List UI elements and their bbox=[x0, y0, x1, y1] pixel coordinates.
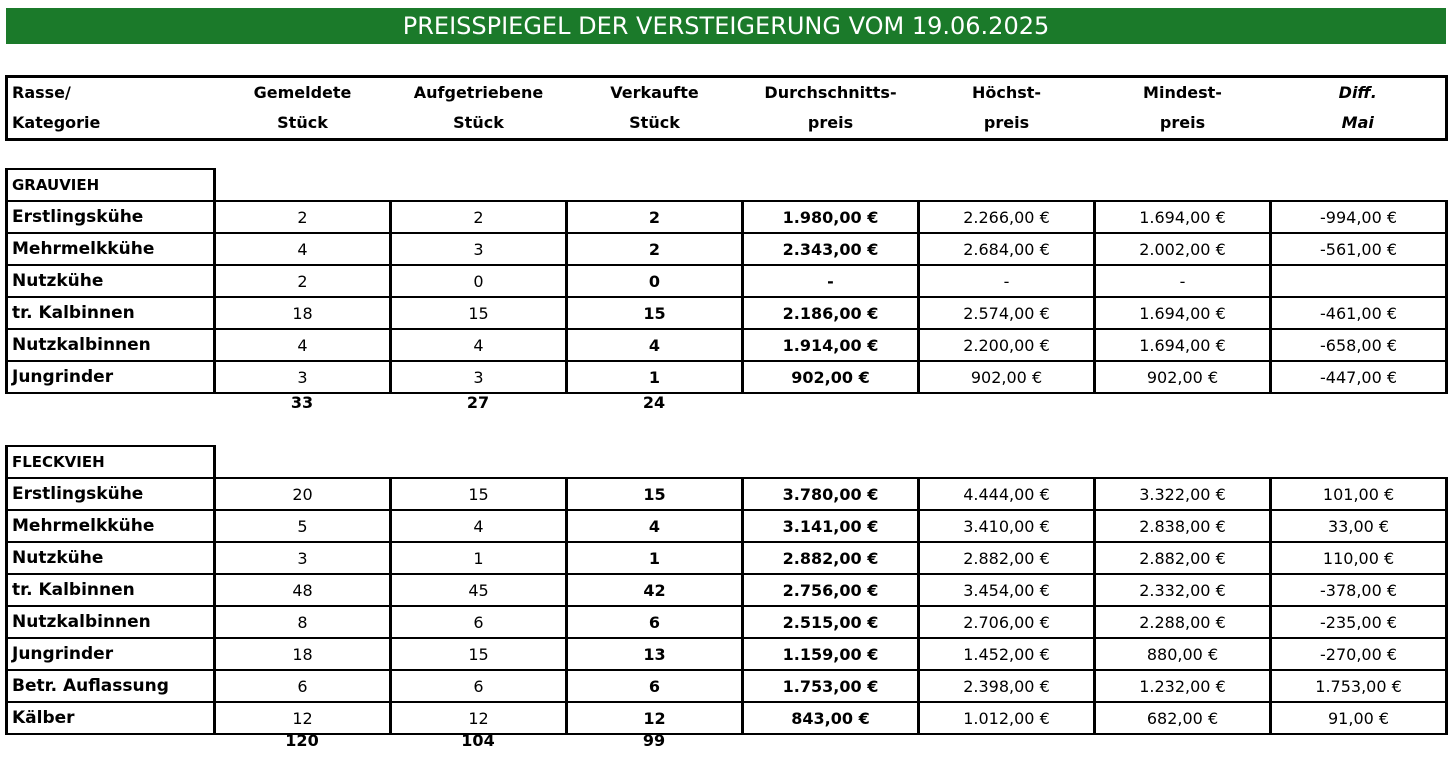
table-row bbox=[7, 542, 1447, 574]
cell-gemeldete: 18 bbox=[215, 638, 391, 670]
cell-gemeldete: 2 bbox=[215, 265, 391, 297]
cell-diff-mai: 101,00 € bbox=[1271, 478, 1447, 510]
header-rasse-kategorie: Rasse/ Kategorie bbox=[12, 83, 101, 132]
table-row bbox=[7, 297, 1447, 329]
cell-mindestpreis: 2.002,00 € bbox=[1095, 233, 1271, 265]
cell-gemeldete: 8 bbox=[215, 606, 391, 638]
cell-category: Nutzkalbinnen bbox=[7, 606, 215, 638]
cell-mindestpreis: 902,00 € bbox=[1095, 361, 1271, 393]
cell-category: tr. Kalbinnen bbox=[7, 574, 215, 606]
cell-mindestpreis: 2.882,00 € bbox=[1095, 542, 1271, 574]
cell-durchschnittspreis: 3.141,00 € bbox=[743, 510, 919, 542]
cell-mindestpreis: - bbox=[1095, 265, 1271, 297]
cell-durchschnittspreis: 2.343,00 € bbox=[743, 233, 919, 265]
cell-durchschnittspreis: 902,00 € bbox=[743, 361, 919, 393]
section-title: FLECKVIEH bbox=[7, 446, 215, 478]
cell-aufgetriebene: 15 bbox=[391, 297, 567, 329]
cell-durchschnittspreis: 3.780,00 € bbox=[743, 478, 919, 510]
table-row bbox=[7, 702, 1447, 734]
cell-mindestpreis: 682,00 € bbox=[1095, 702, 1271, 734]
section-title-row bbox=[7, 169, 1447, 201]
cell-gemeldete: 2 bbox=[215, 201, 391, 233]
section-title-spacer bbox=[215, 446, 1447, 478]
table-row bbox=[7, 606, 1447, 638]
cell-durchschnittspreis: 1.980,00 € bbox=[743, 201, 919, 233]
cell-hoechstpreis: 3.410,00 € bbox=[919, 510, 1095, 542]
cell-mindestpreis: 3.322,00 € bbox=[1095, 478, 1271, 510]
cell-verkaufte: 2 bbox=[567, 201, 743, 233]
cell-hoechstpreis: 2.684,00 € bbox=[919, 233, 1095, 265]
cell-category: Erstlingskühe bbox=[7, 201, 215, 233]
cell-diff-mai: -235,00 € bbox=[1271, 606, 1447, 638]
cell-gemeldete: 3 bbox=[215, 361, 391, 393]
cell-gemeldete: 4 bbox=[215, 329, 391, 361]
cell-gemeldete: 6 bbox=[215, 670, 391, 702]
cell-category: tr. Kalbinnen bbox=[7, 297, 215, 329]
cell-diff-mai: -658,00 € bbox=[1271, 329, 1447, 361]
cell-gemeldete: 5 bbox=[215, 510, 391, 542]
cell-verkaufte: 1 bbox=[567, 361, 743, 393]
cell-aufgetriebene: 3 bbox=[391, 361, 567, 393]
table-row bbox=[7, 510, 1447, 542]
cell-hoechstpreis: 3.454,00 € bbox=[919, 574, 1095, 606]
cell-durchschnittspreis: 2.882,00 € bbox=[743, 542, 919, 574]
cell-aufgetriebene: 15 bbox=[391, 478, 567, 510]
cell-mindestpreis: 2.288,00 € bbox=[1095, 606, 1271, 638]
cell-hoechstpreis: 902,00 € bbox=[919, 361, 1095, 393]
cell-gemeldete: 18 bbox=[215, 297, 391, 329]
section-title: GRAUVIEH bbox=[7, 169, 215, 201]
table-row bbox=[7, 233, 1447, 265]
table-row bbox=[7, 329, 1447, 361]
cell-aufgetriebene: 1 bbox=[391, 542, 567, 574]
cell-verkaufte: 15 bbox=[567, 297, 743, 329]
grauvieh-table bbox=[5, 168, 1448, 394]
cell-hoechstpreis: 4.444,00 € bbox=[919, 478, 1095, 510]
fleckvieh-total-aufgetrieben: 104 bbox=[461, 731, 495, 750]
cell-durchschnittspreis: 2.186,00 € bbox=[743, 297, 919, 329]
cell-hoechstpreis: 1.452,00 € bbox=[919, 638, 1095, 670]
cell-diff-mai bbox=[1271, 265, 1447, 297]
cell-aufgetriebene: 45 bbox=[391, 574, 567, 606]
cell-diff-mai: -461,00 € bbox=[1271, 297, 1447, 329]
cell-mindestpreis: 1.694,00 € bbox=[1095, 201, 1271, 233]
cell-diff-mai: 91,00 € bbox=[1271, 702, 1447, 734]
section-title-row bbox=[7, 446, 1447, 478]
cell-verkaufte: 6 bbox=[567, 670, 743, 702]
cell-verkaufte: 0 bbox=[567, 265, 743, 297]
cell-aufgetriebene: 6 bbox=[391, 670, 567, 702]
header-mindestpreis: Mindest- preis bbox=[1143, 83, 1222, 132]
cell-aufgetriebene: 4 bbox=[391, 510, 567, 542]
table-row bbox=[7, 265, 1447, 297]
cell-verkaufte: 4 bbox=[567, 329, 743, 361]
cell-diff-mai: -561,00 € bbox=[1271, 233, 1447, 265]
cell-diff-mai: 110,00 € bbox=[1271, 542, 1447, 574]
grauvieh-total-aufgetrieben: 27 bbox=[466, 393, 490, 412]
cell-category: Mehrmelkkühe bbox=[7, 510, 215, 542]
cell-verkaufte: 6 bbox=[567, 606, 743, 638]
cell-durchschnittspreis: 1.159,00 € bbox=[743, 638, 919, 670]
cell-gemeldete: 4 bbox=[215, 233, 391, 265]
cell-category: Nutzkühe bbox=[7, 542, 215, 574]
cell-durchschnittspreis: 2.756,00 € bbox=[743, 574, 919, 606]
cell-aufgetriebene: 4 bbox=[391, 329, 567, 361]
cell-verkaufte: 15 bbox=[567, 478, 743, 510]
cell-hoechstpreis: 2.882,00 € bbox=[919, 542, 1095, 574]
cell-hoechstpreis: 2.398,00 € bbox=[919, 670, 1095, 702]
cell-hoechstpreis: 1.012,00 € bbox=[919, 702, 1095, 734]
cell-category: Jungrinder bbox=[7, 361, 215, 393]
header-durchschnittspreis: Durchschnitts- preis bbox=[764, 83, 897, 132]
cell-diff-mai: -447,00 € bbox=[1271, 361, 1447, 393]
cell-aufgetriebene: 3 bbox=[391, 233, 567, 265]
cell-diff-mai: -378,00 € bbox=[1271, 574, 1447, 606]
header-aufgetriebene-stueck: Aufgetriebene Stück bbox=[413, 83, 544, 132]
table-row bbox=[7, 361, 1447, 393]
cell-hoechstpreis: 2.706,00 € bbox=[919, 606, 1095, 638]
cell-verkaufte: 13 bbox=[567, 638, 743, 670]
table-row bbox=[7, 638, 1447, 670]
cell-durchschnittspreis: 2.515,00 € bbox=[743, 606, 919, 638]
cell-diff-mai: -270,00 € bbox=[1271, 638, 1447, 670]
header-diff-mai: Diff. Mai bbox=[1338, 83, 1377, 132]
cell-hoechstpreis: 2.266,00 € bbox=[919, 201, 1095, 233]
cell-mindestpreis: 880,00 € bbox=[1095, 638, 1271, 670]
cell-mindestpreis: 2.332,00 € bbox=[1095, 574, 1271, 606]
cell-aufgetriebene: 6 bbox=[391, 606, 567, 638]
cell-hoechstpreis: 2.200,00 € bbox=[919, 329, 1095, 361]
cell-mindestpreis: 1.232,00 € bbox=[1095, 670, 1271, 702]
cell-gemeldete: 3 bbox=[215, 542, 391, 574]
cell-verkaufte: 42 bbox=[567, 574, 743, 606]
cell-aufgetriebene: 2 bbox=[391, 201, 567, 233]
cell-aufgetriebene: 12 bbox=[391, 702, 567, 734]
cell-category: Kälber bbox=[7, 702, 215, 734]
fleckvieh-total-verkauft: 99 bbox=[642, 731, 666, 750]
cell-aufgetriebene: 15 bbox=[391, 638, 567, 670]
cell-category: Nutzkühe bbox=[7, 265, 215, 297]
cell-hoechstpreis: 2.574,00 € bbox=[919, 297, 1095, 329]
cell-durchschnittspreis: 843,00 € bbox=[743, 702, 919, 734]
column-header-table bbox=[5, 75, 1448, 141]
grauvieh-total-verkauft: 24 bbox=[642, 393, 666, 412]
cell-verkaufte: 12 bbox=[567, 702, 743, 734]
header-hoechstpreis: Höchst- preis bbox=[971, 83, 1042, 132]
cell-gemeldete: 12 bbox=[215, 702, 391, 734]
cell-category: Betr. Auflassung bbox=[7, 670, 215, 702]
table-row bbox=[7, 574, 1447, 606]
cell-mindestpreis: 1.694,00 € bbox=[1095, 329, 1271, 361]
cell-durchschnittspreis: 1.753,00 € bbox=[743, 670, 919, 702]
cell-durchschnittspreis: 1.914,00 € bbox=[743, 329, 919, 361]
page-title: PREISSPIEGEL DER VERSTEIGERUNG VOM 19.06.2025 bbox=[6, 8, 1446, 44]
cell-category: Mehrmelkkühe bbox=[7, 233, 215, 265]
cell-gemeldete: 20 bbox=[215, 478, 391, 510]
cell-category: Erstlingskühe bbox=[7, 478, 215, 510]
cell-diff-mai: -994,00 € bbox=[1271, 201, 1447, 233]
cell-aufgetriebene: 0 bbox=[391, 265, 567, 297]
cell-category: Jungrinder bbox=[7, 638, 215, 670]
cell-diff-mai: 1.753,00 € bbox=[1271, 670, 1447, 702]
header-gemeldete-stueck: Gemeldete Stück bbox=[253, 83, 352, 132]
table-row bbox=[7, 201, 1447, 233]
cell-gemeldete: 48 bbox=[215, 574, 391, 606]
cell-verkaufte: 1 bbox=[567, 542, 743, 574]
section-title-spacer bbox=[215, 169, 1447, 201]
cell-verkaufte: 4 bbox=[567, 510, 743, 542]
grauvieh-total-gemeldet: 33 bbox=[290, 393, 314, 412]
table-row bbox=[7, 478, 1447, 510]
cell-verkaufte: 2 bbox=[567, 233, 743, 265]
cell-diff-mai: 33,00 € bbox=[1271, 510, 1447, 542]
fleckvieh-total-gemeldet: 120 bbox=[285, 731, 319, 750]
cell-mindestpreis: 2.838,00 € bbox=[1095, 510, 1271, 542]
cell-category: Nutzkalbinnen bbox=[7, 329, 215, 361]
cell-mindestpreis: 1.694,00 € bbox=[1095, 297, 1271, 329]
cell-durchschnittspreis: - bbox=[743, 265, 919, 297]
fleckvieh-table bbox=[5, 445, 1448, 735]
header-verkaufte-stueck: Verkaufte Stück bbox=[610, 83, 699, 132]
table-row bbox=[7, 670, 1447, 702]
cell-hoechstpreis: - bbox=[919, 265, 1095, 297]
